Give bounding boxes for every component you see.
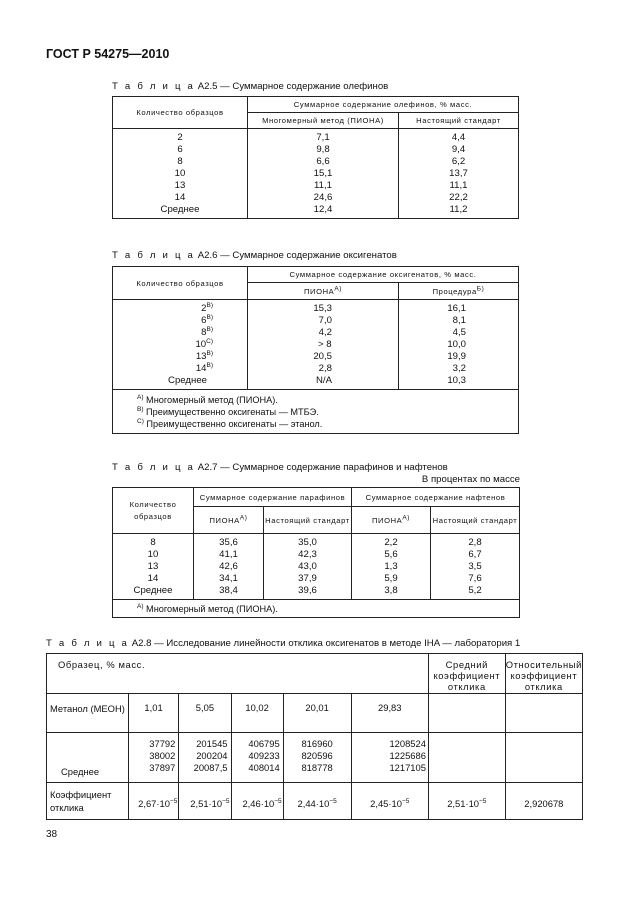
- table-cell: 11,2: [449, 204, 468, 215]
- table-cell: 3,5: [468, 561, 482, 572]
- table-cell: $2^{В)}$: [201, 301, 213, 314]
- table-cell: $6^{В)}$: [201, 313, 213, 326]
- table-a27-header-naphthenes: Суммарное содержание нафтенов: [352, 488, 520, 507]
- table-cell: N/A: [316, 375, 332, 386]
- table-cell: 35,0: [298, 537, 317, 548]
- table-cell: 3,8: [384, 585, 398, 596]
- table-a25-col1-values: [248, 129, 399, 219]
- table-cell: 820596: [301, 750, 333, 761]
- table-cell: 409233: [248, 750, 280, 761]
- table-a25-header-samples: Количество образцов: [113, 97, 248, 129]
- table-cell: $10^{С)}$: [195, 337, 213, 350]
- table-a28-area-column: [179, 733, 231, 783]
- table-cell: 34,1: [219, 573, 238, 584]
- table-cell: 20,5: [313, 351, 332, 362]
- table-cell: 38,4: [219, 585, 238, 596]
- table-cell: 9,8: [316, 144, 330, 155]
- table-a28-avg-coef: $2,51\cdot 10^{-5}$: [428, 783, 505, 820]
- table-a27-header-p-piona: $ПИОНА^{A)}$: [194, 507, 264, 534]
- table-a27-n-std-values: [431, 534, 520, 600]
- table-a27: [112, 487, 520, 618]
- table-a28-area-column: [231, 733, 283, 783]
- table-cell: Среднее: [133, 585, 173, 596]
- table-cell: 201545: [196, 738, 228, 749]
- table-cell: Среднее: [168, 375, 207, 386]
- table-cell: 1217105: [389, 762, 426, 773]
- table-cell: 6,7: [468, 549, 482, 560]
- table-cell: 14: [174, 192, 186, 203]
- table-cell: 1208524: [389, 738, 426, 749]
- table-a25-header-col2: Настоящий стандарт: [399, 113, 519, 129]
- footnote: $^{A)}$ Многомерный метод (ПИОНА).: [137, 393, 278, 405]
- table-cell: 16,1: [447, 303, 466, 314]
- table-cell: 13: [174, 180, 186, 191]
- table-a28-coef-label: Коэффициент отклика: [47, 783, 129, 820]
- table-cell: 10,3: [447, 375, 466, 386]
- table-a28-empty-cell: [428, 733, 505, 783]
- table-a28-header-rel: Относительный коэффициент отклика: [505, 654, 582, 694]
- table-cell: $13^{В)}$: [195, 349, 213, 362]
- table-cell: 406795: [248, 738, 280, 749]
- table-a25: [112, 96, 519, 219]
- table-cell: 4,4: [451, 132, 466, 143]
- table-cell: 8: [177, 156, 183, 167]
- table-a28-empty-cell: [428, 694, 505, 733]
- table-a28-caption: Т а б л и ц а А2.8 — Исследование линейности отклика оксигенатов в методе IHA — лаборатория 1: [46, 638, 521, 649]
- table-cell: 14: [147, 573, 159, 584]
- table-cell: 7,0: [318, 315, 332, 326]
- table-a25-caption: Т а б л и ц а А2.5 — Суммарное содержание олефинов: [112, 81, 389, 92]
- table-cell: 9,4: [451, 144, 466, 155]
- table-cell: $8^{В)}$: [201, 325, 213, 338]
- table-a27-p-piona-values: [194, 534, 264, 600]
- table-a28-conc: 1,01: [128, 694, 179, 733]
- table-cell: 13,7: [449, 168, 468, 179]
- table-a28-header-sample: Образец, % масс.: [47, 654, 429, 694]
- table-cell: 20087,5: [193, 762, 228, 773]
- table-cell: 6,6: [316, 156, 330, 167]
- table-cell: 10: [147, 549, 159, 560]
- table-a27-footnote: $^{A)}$ Многомерный метод (ПИОНА).: [113, 600, 520, 618]
- table-cell: 2,8: [468, 537, 482, 548]
- table-cell: 37897: [149, 762, 176, 773]
- table-cell: 38002: [149, 750, 176, 761]
- table-cell: 2: [177, 132, 183, 143]
- table-cell: 2,2: [384, 537, 398, 548]
- table-a27-unit-note: В процентах по массе: [421, 474, 520, 485]
- table-a28-coef: $2,51\cdot 10^{-5}$: [179, 783, 231, 820]
- table-cell: 6,2: [451, 156, 466, 167]
- table-a28-coef: $2,46\cdot 10^{-5}$: [231, 783, 283, 820]
- table-cell: 41,1: [219, 549, 238, 560]
- table-a28-coef: $2,67\cdot 10^{-5}$: [128, 783, 179, 820]
- table-cell: 42,3: [298, 549, 317, 560]
- table-a26-footnotes: [113, 390, 519, 434]
- table-cell: 408014: [248, 762, 280, 773]
- table-a27-p-std-values: [264, 534, 352, 600]
- table-cell: 12,4: [313, 204, 333, 215]
- table-cell: 37792: [149, 738, 176, 749]
- table-a27-header-n-piona: $ПИОНА^{A)}$: [352, 507, 431, 534]
- table-a28-conc: 20,01: [283, 694, 351, 733]
- table-a28-area-column: [351, 733, 428, 783]
- table-cell: 19,9: [447, 351, 466, 362]
- table-cell: 2,8: [318, 363, 332, 374]
- table-a27-header-n-std: Настоящий стандарт: [431, 507, 520, 534]
- table-cell: 37,9: [298, 573, 317, 584]
- table-a25-header-col1: Многомерный метод (ПИОНА): [248, 113, 399, 129]
- table-cell: 24,6: [313, 192, 333, 203]
- table-a26-caption: Т а б л и ц а А2.6 — Суммарное содержание оксигенатов: [112, 250, 397, 261]
- table-cell: > 8: [318, 339, 332, 350]
- table-cell: 1,3: [384, 561, 398, 572]
- table-cell: 5,9: [384, 573, 398, 584]
- table-cell: 8: [150, 537, 156, 548]
- footnote: $^{С)}$ Преимущественно оксигенаты — этанол.: [137, 417, 323, 429]
- table-cell: Среднее: [160, 204, 200, 215]
- table-cell: 4,2: [318, 327, 332, 338]
- table-a25-col2-values: [399, 129, 519, 219]
- table-a27-samples-column: [113, 534, 194, 600]
- table-a27-header-samples: Количество образцов: [113, 488, 194, 534]
- table-a28-methanol-label: Метанол (МЕОН): [47, 694, 129, 733]
- table-a28-area-column: [283, 733, 351, 783]
- table-cell: 3,2: [452, 363, 466, 374]
- document-header: ГОСТ Р 54275—2010: [46, 47, 170, 61]
- table-a28-conc: 5,05: [179, 694, 231, 733]
- table-cell: 11,1: [314, 180, 332, 191]
- table-cell: 8,1: [452, 315, 466, 326]
- table-a26-samples-column: [113, 300, 248, 390]
- table-cell: 42,6: [219, 561, 238, 572]
- table-a26-header-procedure: Процедура$^{Б)}$: [399, 283, 519, 300]
- table-a28-conc: 29,83: [351, 694, 428, 733]
- table-a26-procedure-values: [399, 300, 519, 390]
- table-cell: 7,1: [316, 132, 330, 143]
- table-a28-empty-cell: [505, 733, 582, 783]
- table-a25-samples-column: [113, 129, 248, 219]
- table-a26-piona-values: [248, 300, 399, 390]
- footnote: $^{В)}$ Преимущественно оксигенаты — МТБЭ.: [137, 405, 319, 417]
- table-a27-n-piona-values: [352, 534, 431, 600]
- table-cell: $14^{В)}$: [195, 361, 213, 374]
- table-a26: [112, 266, 519, 434]
- table-a28-empty-cell: [505, 694, 582, 733]
- table-a27-header-p-std: Настоящий стандарт: [264, 507, 352, 534]
- table-cell: 39,6: [298, 585, 317, 596]
- table-cell: 816960: [301, 738, 333, 749]
- table-cell: 4,5: [452, 327, 466, 338]
- table-a28-area-column: [128, 733, 179, 783]
- table-a28-conc: 10,02: [231, 694, 283, 733]
- table-cell: 15,1: [313, 168, 333, 179]
- table-a28-coef: $2,44\cdot 10^{-5}$: [283, 783, 351, 820]
- table-cell: 818778: [301, 762, 333, 773]
- page-number: 38: [46, 829, 58, 840]
- table-a28-coef: $2,45\cdot 10^{-5}$: [351, 783, 428, 820]
- table-a26-header-samples: Количество образцов: [113, 267, 248, 300]
- table-a27-header-paraffins: Суммарное содержание парафинов: [194, 488, 352, 507]
- table-cell: 15,3: [313, 303, 332, 314]
- table-cell: 1225686: [389, 750, 426, 761]
- table-cell: 5,2: [468, 585, 482, 596]
- table-cell: 5,6: [384, 549, 398, 560]
- table-cell: 7,6: [468, 573, 482, 584]
- table-a26-header-group: Суммарное содержание оксигенатов, % масс.: [248, 267, 519, 283]
- table-a28-rel-coef: 2,920678: [505, 783, 582, 820]
- table-cell: 10: [174, 168, 186, 179]
- table-cell: 22,2: [449, 192, 468, 203]
- table-a28-header-avg: Средний коэффициент отклика: [428, 654, 505, 694]
- table-a25-header-group: Суммарное содержание олефинов, % масс.: [248, 97, 519, 113]
- table-cell: 11,1: [449, 180, 468, 191]
- table-cell: 10,0: [447, 339, 466, 350]
- table-a28-average-label: Среднее: [47, 733, 129, 783]
- table-a28: [46, 653, 583, 820]
- table-cell: 43,0: [298, 561, 317, 572]
- table-cell: 200204: [196, 750, 228, 761]
- table-a26-header-piona: $ПИОНА^{A)}$: [248, 283, 399, 300]
- table-cell: 13: [147, 561, 159, 572]
- table-cell: 6: [177, 144, 183, 155]
- table-cell: 35,6: [219, 537, 238, 548]
- table-a27-caption: Т а б л и ц а А2.7 — Суммарное содержание парафинов и нафтенов: [112, 462, 448, 473]
